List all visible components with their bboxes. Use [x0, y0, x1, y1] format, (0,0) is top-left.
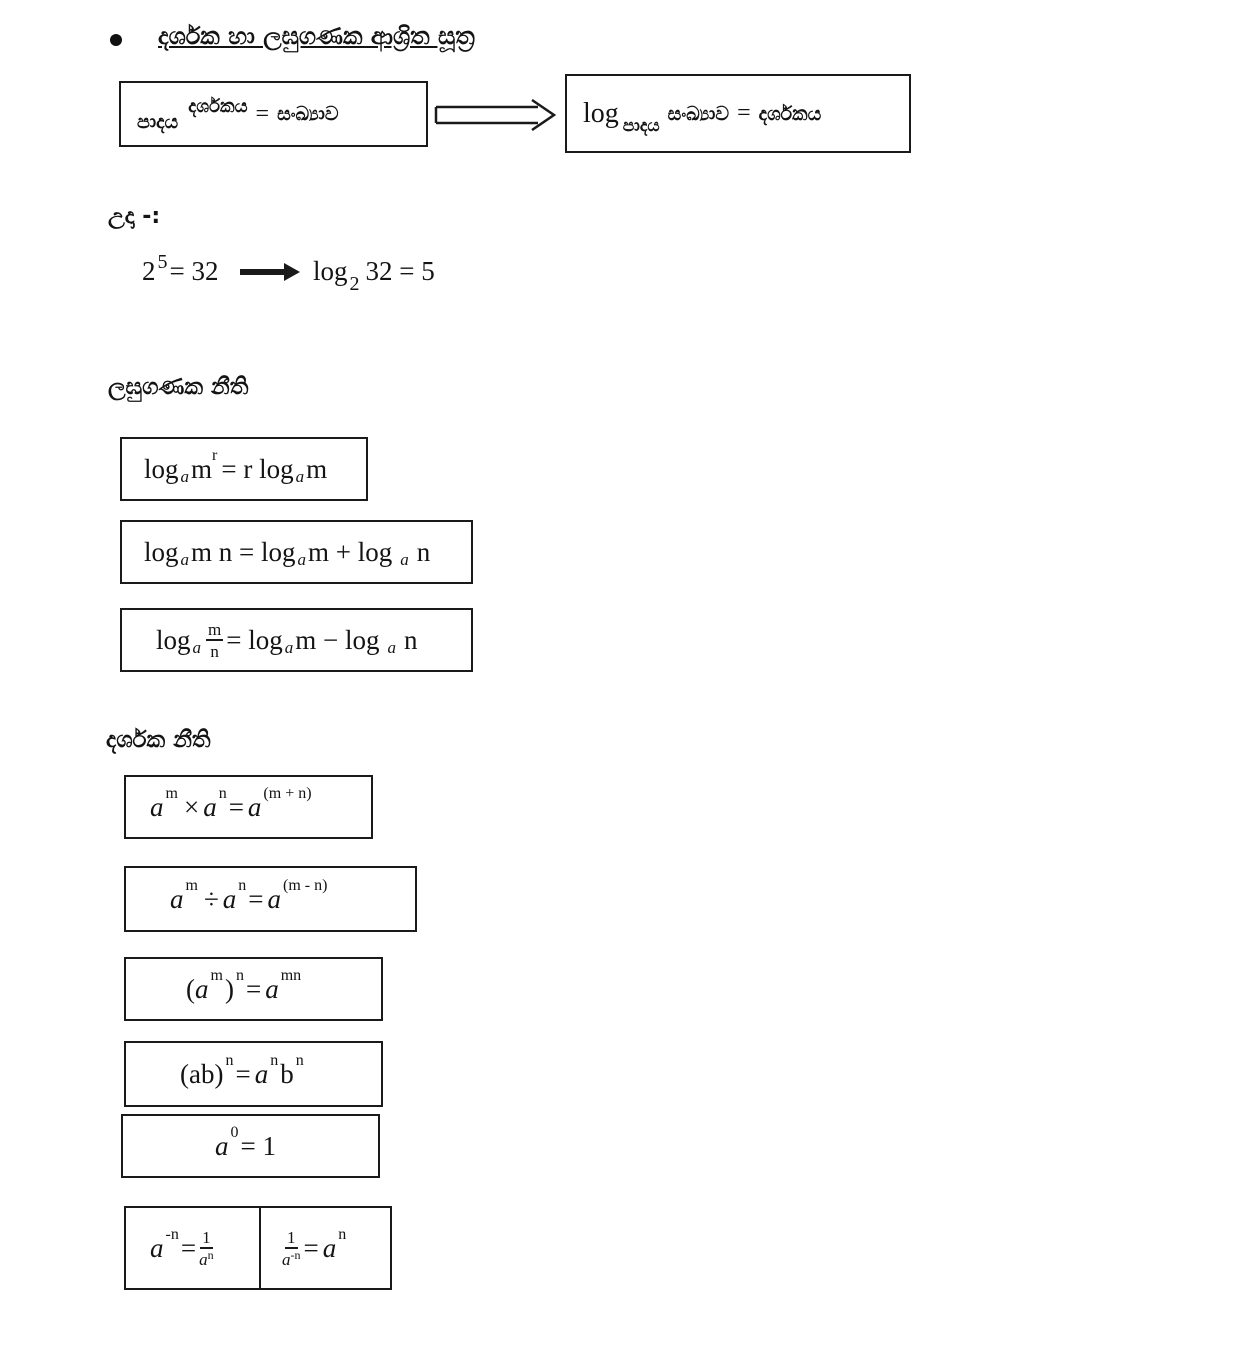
page-title: දර්ශක හා ලඝුගණක ආශ්‍රිත සූත්‍ර: [158, 22, 475, 50]
log-quotient-rule-box: [120, 608, 473, 672]
example-base: 2: [142, 256, 156, 286]
log-rhs-arg: n: [403, 624, 418, 655]
base-a: a: [150, 791, 164, 822]
divide-operator: ÷: [203, 883, 219, 914]
fraction-denominator: [199, 1249, 214, 1268]
exponent: -n: [290, 1247, 301, 1262]
example-rhs: = 32: [169, 256, 219, 286]
log-rhs-arg: n: [416, 536, 431, 567]
log-rhs-base: a: [387, 638, 396, 657]
exponent-number-word: සංඛ්‍යාව: [277, 103, 339, 125]
base-a: a: [222, 883, 237, 914]
logarithm-definition-box: [565, 74, 911, 153]
log-mid-arg: m + log: [308, 536, 393, 567]
base-a: a: [322, 1232, 337, 1263]
log-arg: m: [191, 453, 213, 484]
fraction-denominator: n: [210, 641, 219, 661]
log-mid-base: a: [297, 550, 306, 569]
base-a: a: [199, 1249, 208, 1269]
log-fraction: [206, 621, 223, 660]
index-power-of-power-box: [124, 957, 383, 1021]
equals: =: [228, 791, 244, 822]
log-rhs-base: a: [295, 467, 305, 486]
negative-power-left-cell: [126, 1208, 261, 1288]
times-operator: ×: [183, 791, 200, 822]
example-exponent-form: [142, 251, 219, 287]
exponent: n: [235, 967, 244, 984]
log-power-rule-box: [120, 437, 368, 501]
equals: =: [235, 1058, 251, 1089]
open-paren: (: [180, 1058, 189, 1089]
example-log: log: [313, 256, 348, 286]
log-arg-exponent: r: [212, 447, 218, 464]
base-a: a: [282, 1249, 291, 1269]
log-base: a: [192, 638, 202, 657]
negative-power-right-cell: [261, 1208, 390, 1288]
base-a: a: [195, 973, 209, 1004]
index-power-of-product-box: [124, 1041, 383, 1107]
exponent-definition-box: [119, 81, 428, 147]
base-a: a: [203, 791, 217, 822]
negative-power-fraction: [199, 1229, 214, 1268]
log-product-rule-box: [120, 520, 473, 584]
log-rhs-arg: m: [306, 453, 328, 484]
zero-power-rhs: = 1: [240, 1130, 276, 1161]
equals: =: [248, 883, 264, 914]
base-a: a: [170, 883, 184, 914]
close-paren: ): [224, 973, 234, 1004]
log-number-word: සංඛ්‍යාව: [667, 102, 730, 125]
exponent: -n: [165, 1226, 179, 1243]
log-mid-text: = log: [226, 624, 283, 655]
example-log-base: 2: [349, 273, 360, 295]
index-zero-power-box: [121, 1114, 380, 1178]
fraction-numerator: m: [208, 619, 222, 639]
log-base: a: [180, 467, 190, 486]
exponent-power-word: දර්ශකය: [188, 95, 248, 117]
exponent: m: [185, 877, 198, 894]
log-rhs-text: = r log: [221, 453, 294, 484]
log-mid-base: a: [284, 638, 294, 657]
example-label: උදා -:: [108, 204, 161, 229]
log-word: log: [583, 97, 619, 129]
exponent: n: [295, 1052, 304, 1069]
example-log-rhs: 32 = 5: [365, 256, 435, 286]
exponent: mn: [280, 967, 302, 984]
exponent-base-word: පාදය: [137, 111, 179, 133]
equals: =: [245, 973, 262, 1004]
log-arg: m n = log: [191, 536, 296, 567]
exponent: n: [270, 1052, 279, 1069]
exponent: n: [238, 877, 247, 894]
base-a: a: [265, 973, 279, 1004]
base-a: a: [247, 791, 262, 822]
product-ab: ab: [189, 1058, 215, 1089]
log-rules-heading: ලඝුගණක නීති: [108, 374, 249, 400]
base-b: b: [280, 1058, 294, 1089]
exponent: 0: [230, 1124, 239, 1141]
exponent: (m - n): [283, 877, 328, 894]
exponent: n: [207, 1247, 214, 1262]
index-divide-rule-box: [124, 866, 417, 932]
exponent: m: [165, 785, 178, 802]
base-a: a: [150, 1232, 164, 1263]
exponent: n: [218, 785, 227, 802]
index-negative-power-box: [124, 1206, 392, 1290]
close-paren: ): [214, 1058, 224, 1089]
example-power: 5: [157, 251, 168, 273]
base-a: a: [215, 1130, 229, 1161]
exponent: n: [225, 1052, 234, 1069]
log-mid-arg: m − log: [295, 624, 380, 655]
log-base: a: [180, 550, 190, 569]
index-rules-heading: දර්ශක නීති: [106, 727, 211, 753]
index-multiply-rule-box: [124, 775, 373, 839]
example-log-form: [313, 256, 435, 295]
exponent: m: [210, 967, 223, 984]
log-text: log: [156, 624, 191, 655]
implies-arrow-icon: [434, 98, 558, 132]
base-a: a: [267, 883, 282, 914]
base-a: a: [254, 1058, 269, 1089]
right-arrow-icon: [240, 262, 302, 282]
exponent-equals: =: [255, 100, 270, 127]
log-rhs-base: a: [400, 550, 409, 569]
fraction-numerator: 1: [202, 1227, 211, 1247]
log-text: log: [144, 536, 179, 567]
log-base-word: පාදය: [622, 115, 660, 136]
log-text: log: [144, 453, 179, 484]
reciprocal-fraction: [282, 1229, 301, 1268]
exponent: n: [338, 1226, 347, 1243]
equals: =: [303, 1232, 319, 1263]
open-paren: (: [186, 973, 195, 1004]
log-result-word: දර්ශකය: [758, 102, 822, 125]
fraction-numerator: 1: [287, 1227, 296, 1247]
bullet-icon: [110, 34, 122, 46]
exponent: (m + n): [263, 785, 312, 802]
equals: =: [180, 1232, 197, 1263]
log-equals: =: [737, 100, 751, 126]
fraction-denominator: [282, 1249, 301, 1268]
